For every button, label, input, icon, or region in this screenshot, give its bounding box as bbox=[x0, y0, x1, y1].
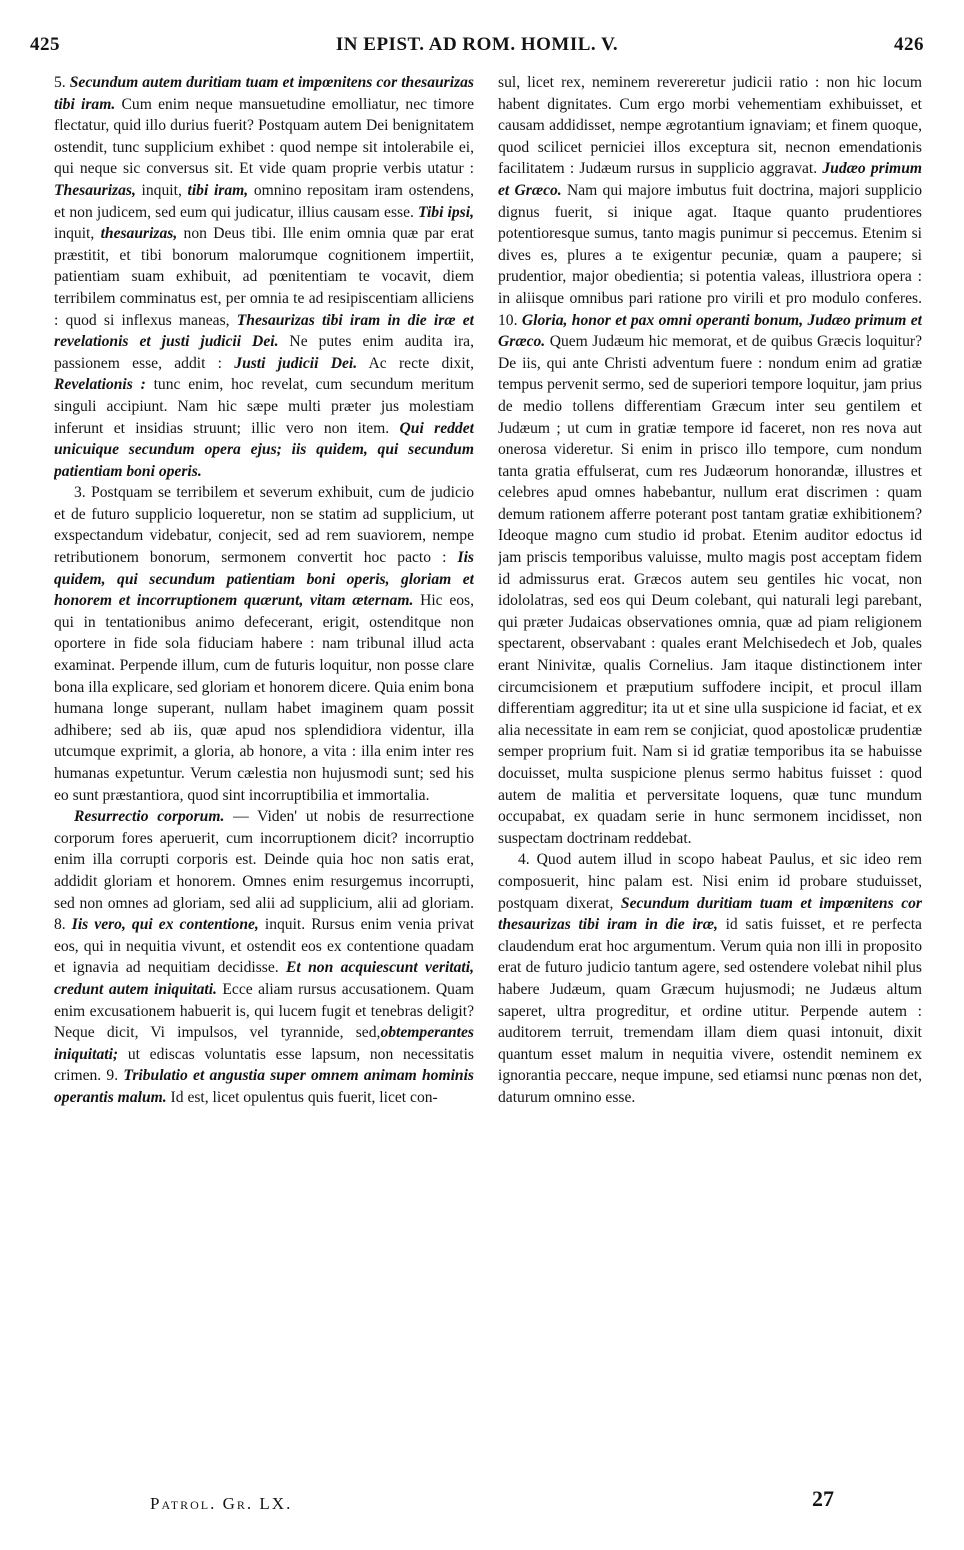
text-run: Ac recte dixit, bbox=[357, 354, 474, 372]
text-run: Id est, licet opulentus quis fuerit, licet con- bbox=[166, 1088, 438, 1106]
scripture-quote: Judæo primum et Græco. bbox=[498, 160, 922, 199]
text-run: Cum enim neque mansuetudine emolliatur, nec timore flectatur, quid illo durius fuerit? Postquam autem Dei benignitatem ostendit, tunc supplicium exhibet : quod nempe sit intolerabile ei, qui neque sic conversus sit. Et vide quam proprie verbis utatur : bbox=[54, 95, 474, 178]
scripture-quote: Tibi ipsi, bbox=[418, 203, 474, 221]
scripture-quote: Gloria, honor et pax omni operanti bonum, Judæo primum et Græco. bbox=[498, 311, 922, 351]
text-run: inquit, bbox=[54, 225, 101, 243]
text-run: Quem Judæum hic memorat, et de quibus Græcis loquitur? De iis, qui ante Christi adventum fuere : nondum enim ad gratiæ tempus pervenit sermo, sed de superiori tempore loquitur, jam prius de medio tollens differentiam Græcum inter seu gentilem et Judæum ; ut cum in gratiæ tempore id faceret, non res nova aut onerosa videretur. Si enim in prisco illo tempore, cum nondum tanta gratia effulserat, cum res Judæorum honorandæ, illustres et celebres apud omnes habebantur, nullum erat discrimen : quam demum rationem afferre poterant post tantam gratiæ exhibitionem? Ideoque magno cum studio id probat. Etenim auditor edoctus id jam priscis temporibus valuisse, multo magis post acceptam fidem id admissurus erat. Græcos autem seu gentiles hic vocat, non idololatras, sed eos qui Deum colebant, qui naturali legi parebant, qui præter Judaicas observationes omnia, quæ ad piam religionem spectarent, observabant : quales erant Melchisedech et Job, quales erant Ninivitæ, qualis Cornelius. Jam itaque distinctionem inter circumcisionem et præputium suffodere incipit, et procul illam differentiam aggreditur; ita ut et sine ulla suspicione id faciat, et ex alia necessitate in eam rem se conjiciat, quod apostolicæ prudentiæ semper proprium fuit. Nam si id gratiæ temporibus ita se habuisse docuisset, multa suspicione plenus sermo habitus fuisset : quod autem de malitia et perversitate loquens, quæ tunc mundum occupabat, ex quadam serie in hunc sermonem incidisset, non suspectam doctrinam reddebat. bbox=[498, 333, 922, 847]
paragraph-5 bbox=[54, 72, 474, 482]
text-run: 5. bbox=[54, 74, 70, 91]
scripture-quote: tibi iram, bbox=[187, 181, 249, 199]
text-run: Ecce aliam rursus accusationem. Quam enim excusationem habuerit is, qui lucem fugit et tenebras deligit? Neque dicit, Vi impulsos, vel tyrannide, sed, bbox=[54, 980, 474, 1042]
section-heading: Resurrectio corporum. bbox=[74, 808, 225, 826]
scripture-quote: Secundum duritiam tuam et impœnitens cor thesaurizas tibi iram in die iræ, bbox=[498, 894, 922, 934]
scripture-quote: Secundum autem duritiam tuam et impœnitens cor thesaurizas tibi iram. bbox=[54, 74, 474, 113]
text-run: non Deus tibi. Ille enim omnia quæ par erat præstitit, et tibi bonorum malorumque cognitionem impertiit, patientiam suam exhibuit, ad pœnitentiam te vocavit, diem terribilem comminatus est, per omnia te ad resipiscentiam alliciens : quod si inflexus maneas, bbox=[54, 225, 474, 329]
scripture-quote: Iis quidem, qui secundum patientiam boni operis, gloriam et honorem et incorruptionem quærunt, vitam æternam. bbox=[54, 549, 474, 610]
scripture-quote: Thesaurizas, bbox=[54, 181, 136, 199]
scripture-quote: Thesaurizas tibi iram in die iræ et revelationis et justi judicii Dei. bbox=[54, 311, 474, 351]
text-run: id satis fuisset, et re perfecta claudendum erat hoc argumentum. Verum quia non illi in proposito erat de futuro judicio tantum agere, sed ostendere volebat nihil plus habere Judæum, quam Græcum hujusmodi; ne Judæus altum saperet, ultra progreditur, et ordine utitur. Perpende autem : auditorem terruit, tremendam illam diem quasi intonuit, dixit quantum esset malum in nequitia vivere, ostendit neminem ex ignorantia peccare, neque impune, sed etiamsi nunc pœnas non det, daturum omnino esse. bbox=[498, 916, 922, 1106]
paragraph-4 bbox=[498, 849, 922, 1108]
sheet-number: 27 bbox=[812, 1486, 834, 1511]
text-run: inquit. Rursus enim venia privat eos, qui in nequitia vivunt, et ostendit eos ex contentione quadam et ignavia ad nequitiam decidisse. bbox=[54, 916, 474, 977]
scripture-quote: obtemperantes iniquitati; bbox=[54, 1024, 474, 1063]
scripture-quote: Revelationis : bbox=[54, 376, 146, 394]
text-run: sul, licet rex, neminem revereretur judicii ratio : non hic locum habent dignitates. Cum ergo morbi vehementiam exhibuisset, et causam addidisset, nempe ægrotantium ignaviam; et finem quoque, quod scilicet perniciei illos exceptura sit, necnon emendationis facilitatem : Judæum rursus in supplicio aggravat. bbox=[498, 74, 922, 178]
paragraph-3 bbox=[54, 482, 474, 806]
text-run: Hic eos, qui in tentationibus animo defecerant, erigit, ostenditque non oportere in fide sola fiduciam habere : nam tribunal illud acta examinat. Perpende illum, cum de futuris loquitur, non posse clare bona illa explicare, sed gloriam et honorem dicere. Quia enim bona humana longe superant, nullam habet imaginem quam possit adhibere; sed ab iis, quæ apud nos splendidiora videntur, illa utcumque exprimit, a gloria, ab honore, a vita : illa enim inter res humanas expetuntur. Verum cælestia non hujusmodi sunt; sed his eo sunt præstantiora, quod sint incorruptibilia et immortalia. bbox=[54, 592, 474, 804]
left-page-number: 425 bbox=[30, 34, 60, 55]
paragraph-continued bbox=[498, 72, 922, 849]
text-run: 4. Quod autem illud in scopo habeat Paulus, et sic ideo rem composuerit, hinc palam est. Nisi enim id probare studuisset, postquam dixerat, bbox=[498, 851, 922, 912]
text-run: Nam qui majore imbutus fuit doctrina, majori supplicio dignus fuerit, si inique agat. Itaque quanto prudentiores potentioresque sumus, tanto magis punimur si peccemus. Etenim si dives es, plures a te exigentur pecuniæ, quam a paupere; si prudentior, major obedientia; si potentia valeas, illustriora opera : in aliisque omnibus pari ratione pro virili et pro modulo conferes. 10. bbox=[498, 181, 922, 329]
text-run: omnino repositam iram ostendens, et non judicem, sed eum qui judicatur, illius causam esse. bbox=[54, 181, 474, 221]
text-run: tunc enim, hoc revelat, cum secundum meritum singuli accipiunt. Nam hic sæpe multi præter jus molestiam inferunt et insidias struunt; illic vero non item. bbox=[54, 376, 474, 437]
right-page-number: 426 bbox=[894, 34, 924, 55]
scripture-quote: Qui reddet unicuique secundum opera ejus; iis quidem, qui secundum patientiam boni operis. bbox=[54, 419, 474, 480]
scripture-quote: Iis vero, qui ex contentione, bbox=[71, 916, 259, 934]
right-column bbox=[498, 72, 922, 1468]
text-run: 3. Postquam se terribilem et severum exhibuit, cum de judicio et de futuro supplicio loqueretur, non se statim ad supplicium, ut exspectandum videbatur, conjecit, sed ad rem suaviorem, nempe retributionem bonorum, sermonem convertit hoc pacto : bbox=[54, 484, 474, 567]
text-run: ut ediscas voluntatis esse lapsum, non necessitatis crimen. 9. bbox=[54, 1045, 474, 1085]
left-column bbox=[54, 72, 474, 1486]
paragraph-resurrectio bbox=[54, 806, 474, 1108]
scripture-quote: Justi judicii Dei. bbox=[234, 354, 358, 372]
text-run: Ne putes enim audita ira, passionem esse, addit : bbox=[54, 333, 474, 372]
scripture-quote: Tribulatio et angustia super omnem animam hominis operantis malum. bbox=[54, 1067, 474, 1106]
scripture-quote: Et non acquiescunt veritati, credunt autem iniquitati. bbox=[54, 959, 474, 998]
text-run: — Viden' ut nobis de resurrectione corporum fores aperuerit, cum incorruptionem dicit? incorruptio enim illa corrupti corporis est. Deinde quia hoc non satis erat, addidit gloriam et honorem. Omnes enim resurgemus incorrupti, sed non omnes ad gloriam, sed alii ad supplicium, alii ad gloriam. 8. bbox=[54, 808, 474, 934]
signature-mark: Patrol. Gr. LX. bbox=[150, 1494, 293, 1513]
text-run: inquit, bbox=[135, 181, 188, 199]
running-header bbox=[30, 34, 924, 66]
scripture-quote: thesaurizas, bbox=[100, 225, 178, 243]
running-title: IN EPIST. AD ROM. HOMIL. V. bbox=[335, 34, 619, 55]
